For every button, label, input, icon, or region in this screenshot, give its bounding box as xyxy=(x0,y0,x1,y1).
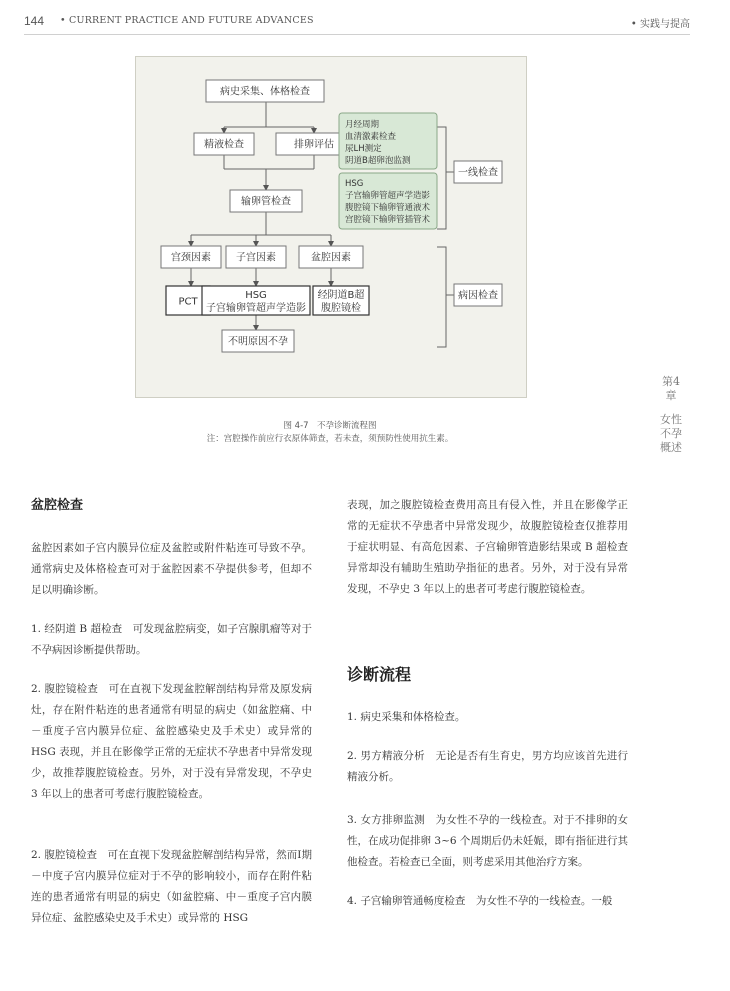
flowchart-svg xyxy=(136,57,526,397)
caption-title: 图 4-7 不孕诊断流程图 xyxy=(283,421,377,431)
page-header xyxy=(24,14,690,34)
chapter-sidebar xyxy=(660,375,682,455)
box-tvs xyxy=(313,286,369,315)
box-semen xyxy=(194,133,254,155)
note1-line2: 血清激素检查 xyxy=(345,132,397,142)
section-heading-pelvic: 盆腔检查 xyxy=(31,498,84,513)
note2-line1: HSG xyxy=(345,179,364,189)
section-heading-diagnosis: 诊断流程 xyxy=(347,665,412,684)
note-group-1 xyxy=(339,113,437,169)
box-uterine xyxy=(226,246,286,268)
paragraph-step2: 2. 男方精液分析 无论是否有生育史，男方均应该首先进行精液分析。 xyxy=(347,750,628,783)
paragraph-laparoscopy-1: 2. 腹腔镜检查 可在直视下发现盆腔解剖结构异常及原发病灶，存在附件粘连的患者通常有明显的病史（如盆腔痛、中－重度子宫内膜异位症、盆腔感染史及手术史）或异常的 HSG 表现，并且在影像学正常的无症状不孕患者中异常发现少，故推荐腹腔镜检查。另外，对于没有异常发现，不孕史 3 年以上的患者可考虑行腹腔镜检查。 xyxy=(31,683,312,800)
box-tubal xyxy=(230,190,302,212)
label-etiology-text: 病因检查 xyxy=(458,290,498,302)
box-pct-label: PCT xyxy=(178,296,198,308)
paragraph-step1: 1. 病史采集和体格检查。 xyxy=(347,711,466,723)
box-cervical xyxy=(161,246,221,268)
label-first-line-text: 一线检查 xyxy=(458,167,498,179)
paragraph-intro: 盆腔因素如子宫内膜异位症及盆腔或附件粘连可导致不孕。通常病史及体格检查可对于盆腔因素不孕提供参考，但却不足以明确诊断。 xyxy=(31,542,312,596)
paragraph-tvs: 1. 经阴道 B 超检查 可发现盆腔病变，如子宫腺肌瘤等对于不孕病因诊断提供帮助。 xyxy=(31,623,312,656)
box-history xyxy=(206,80,324,102)
left-column xyxy=(31,495,312,929)
box-hsg-label-1: HSG xyxy=(245,290,267,301)
figure-caption xyxy=(100,420,560,446)
box-unexplained xyxy=(222,330,294,352)
note1-line1: 月经周期 xyxy=(345,120,380,130)
box-hsg xyxy=(202,286,310,315)
box-ovulation-label: 排卵评估 xyxy=(294,139,334,151)
paragraph-laparoscopy-2: 2. 腹腔镜检查 可在直视下发现盆腔解剖结构异常，然而Ⅰ期－中度子宫内膜异位症对于不孕的影响较小，而存在附件粘连的患者通常有明显的病史（如盆腔痛、中－重度子宫内膜异位症、盆腔感染史及手术史）或异常的 HSG xyxy=(31,849,312,924)
label-first-line xyxy=(454,161,502,183)
page-number: 144 xyxy=(24,14,45,28)
box-tubal-label: 输卵管检查 xyxy=(241,196,291,208)
right-column xyxy=(347,495,628,912)
note-group-2 xyxy=(339,173,437,229)
running-title-right: • 实践与提高 xyxy=(630,19,690,30)
box-uterine-label: 子宫因素 xyxy=(236,252,276,264)
paragraph-step4: 4. 子宫输卵管通畅度检查 为女性不孕的一线检查。一般 xyxy=(347,895,613,907)
chapter-title: 女性不孕概述 xyxy=(660,413,682,454)
box-pelvic-label: 盆腔因素 xyxy=(311,252,351,264)
box-cervical-label: 宫颈因素 xyxy=(171,252,211,264)
header-rule xyxy=(24,34,690,35)
box-tvs-label-2: 腹腔镜检 xyxy=(321,303,361,314)
caption-note: 注：宫腔操作前应行衣原体筛查，若未查，须预防性使用抗生素。 xyxy=(206,434,454,444)
note2-line3: 腹腔镜下输卵管通液术 xyxy=(345,203,431,213)
note2-line4: 宫腔镜下输卵管插管术 xyxy=(345,215,431,225)
chapter-number: 第4章 xyxy=(662,375,680,402)
box-tvs-label-1: 经阴道B超 xyxy=(317,290,365,301)
paragraph-continued: 表现，加之腹腔镜检查费用高且有侵入性，并且在影像学正常的无症状不孕患者中异常发现少，故腹腔镜检查仅推荐用于症状明显、有高危因素、子宫输卵管造影结果或 B 超检查异常却没有辅助生殖助孕指征的患者。另外，对于没有异常发现，不孕史 3 年以上的患者可考虑行腹腔镜检查。 xyxy=(347,499,628,595)
box-semen-label: 精液检查 xyxy=(204,139,244,151)
note1-line4: 阴道B超卵泡监测 xyxy=(345,156,411,166)
flowchart-figure xyxy=(135,56,527,398)
paragraph-step3: 3. 女方排卵监测 为女性不孕的一线检查。对于不排卵的女性，在成功促排卵 3~6 个周期后仍未妊娠，即有指征进行其他检查。若检查已全面，则考虑采用其他治疗方案。 xyxy=(347,814,628,868)
box-history-label: 病史采集、体格检查 xyxy=(220,86,310,98)
box-hsg-label-2: 子宫输卵管超声学造影 xyxy=(206,303,306,314)
note1-line3: 尿LH测定 xyxy=(345,144,382,154)
running-title-left: • CURRENT PRACTICE AND FUTURE ADVANCES xyxy=(60,15,314,26)
note2-line2: 子宫输卵管超声学造影 xyxy=(345,191,431,201)
label-etiology xyxy=(454,284,502,306)
box-pelvic xyxy=(299,246,363,268)
box-unexplained-label: 不明原因不孕 xyxy=(228,336,288,348)
